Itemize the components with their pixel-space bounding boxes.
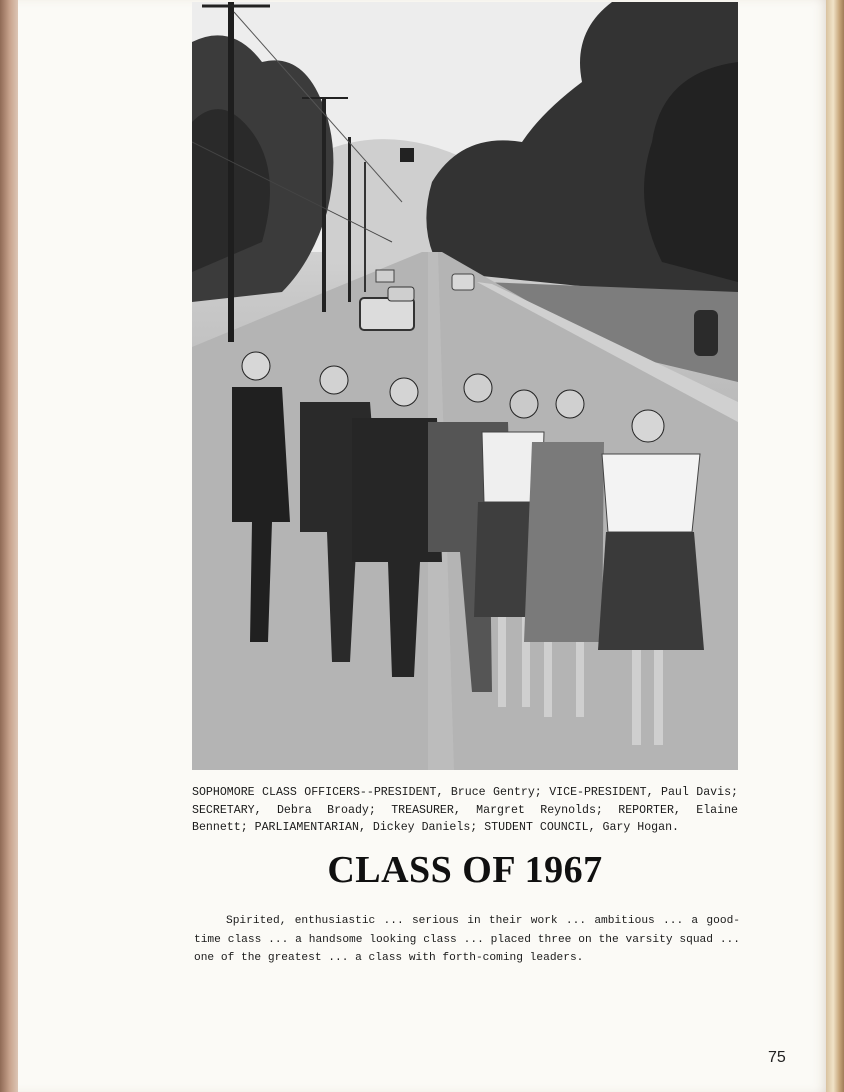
class-description: Spirited, enthusiastic ... serious in their work ... ambitious ... a good-time class ... a handsome looking class ... placed three on the varsity squad ... one of the greatest ... a class with forth-coming leaders.	[194, 915, 740, 964]
photo-caption: SOPHOMORE CLASS OFFICERS--PRESIDENT, Bruce Gentry; VICE-PRESIDENT, Paul Davis; SECRETARY, Debra Broady; TREASURER, Margret Reynolds; REPORTER, Elaine Bennett; PARLIAMENTARIAN, Dickey Daniels; STUDENT COUNCIL, Gary Hogan.	[192, 786, 738, 834]
page-headline: CLASS OF 1967	[327, 849, 603, 891]
page-number: 75	[768, 1049, 786, 1066]
street-scene-illustration	[192, 2, 738, 770]
page-edge-right	[826, 0, 844, 1092]
class-officers-photo	[192, 2, 738, 770]
